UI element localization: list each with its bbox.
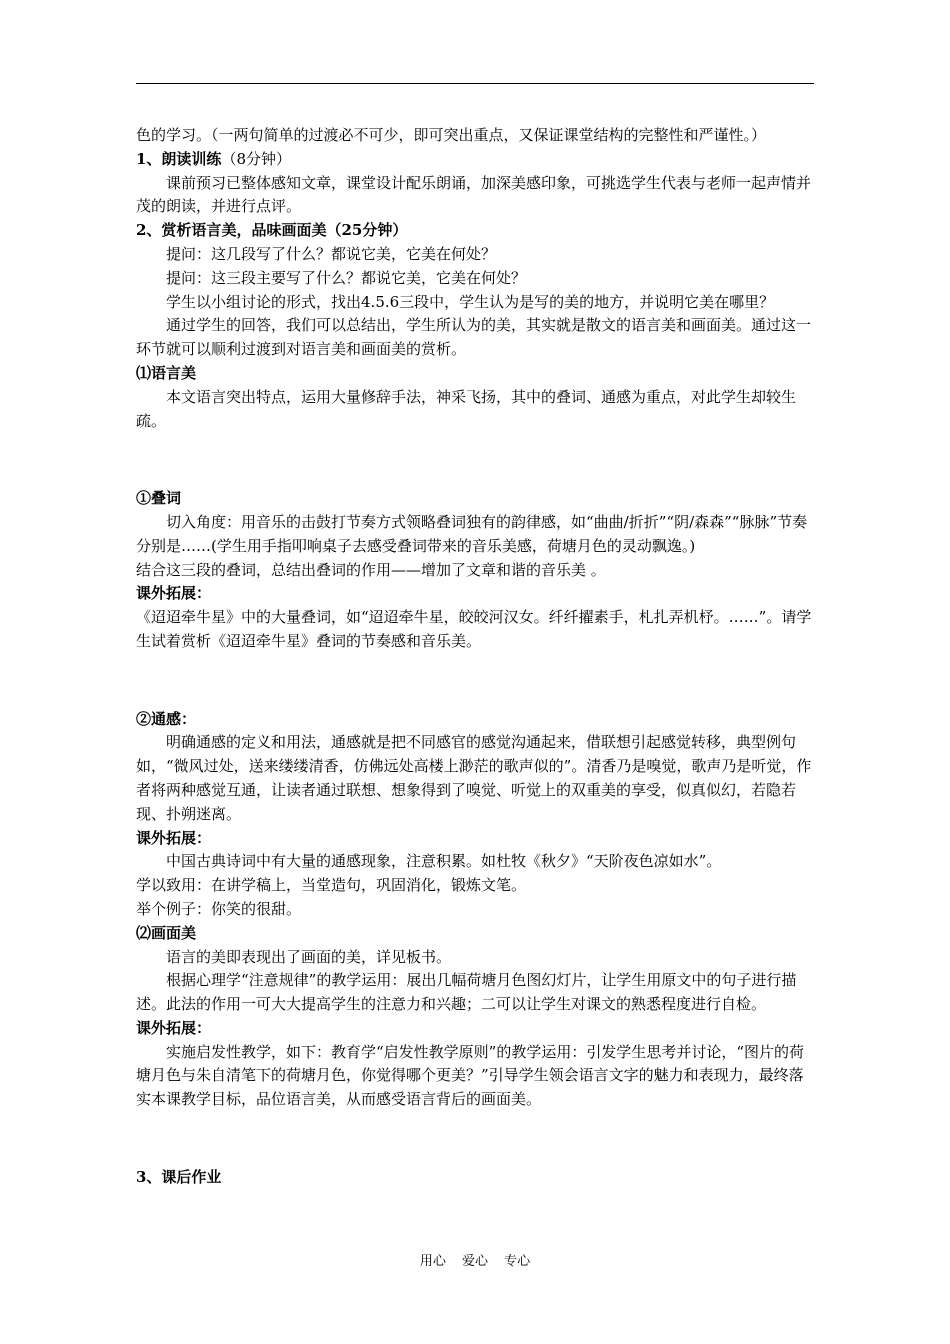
section-heading: ⑵画面美 [136,923,197,942]
paragraph: 提问：这三段主要写了什么？都说它美，它美在何处？ [166,268,527,287]
blank-line [136,1127,816,1151]
paragraph: 结合这三段的叠词，总结出叠词的作用——增加了文章和谐的音乐美 。 [136,560,606,579]
section-heading: 课外拓展： [136,584,212,603]
section-heading: 3、课后作业 [136,1167,222,1186]
paragraph: 明确通感的定义和用法，通感就是把不同感官的感觉沟通起来，借联想引起感觉转移，典型例句如，“微风过处，送来缕缕清香，仿佛远处高楼上渺茫的歌声似的”。清香乃是嗅觉，歌声乃是听觉，作者将两种感觉互通，让读者通过联想、想象得到了嗅觉、听觉上的双重美的享受，似真似幻，若隐若现、扑朔迷离。 [136,733,812,823]
paragraph: 通过学生的回答，我们可以总结出，学生所认为的美，其实就是散文的语言美和画面美。通过这一环节就可以顺利过渡到对语言美和画面美的赏析。 [136,316,812,359]
section-heading: 课外拓展： [136,828,212,847]
paragraph: 实施启发性教学，如下：教育学“启发性教学原则”的教学运用：引发学生思考并讨论，“图片的荷塘月色与朱自清笔下的荷塘月色，你觉得哪个更美？”引导学生领会语言文字的魅力和表现力，最终落实本课教学目标，品位语言美，从而感受语言背后的画面美。 [136,1042,805,1109]
paragraph: 举个例子：你笑的很甜。 [136,899,302,918]
header-rule [136,83,814,84]
paragraph: 根据心理学“注意规律”的教学运用：展出几幅荷塘月色图幻灯片，让学生用原文中的句子进行描述。此法的作用一可大大提高学生的注意力和兴趣；二可以让学生对课文的熟悉程度进行自检。 [136,971,797,1014]
paragraph: 学生以小组讨论的形式，找出4.5.6三段中，学生认为是写的美的地方，并说明它美在哪里？ [166,292,775,311]
section-heading: ①叠词 [136,489,182,508]
section-heading: ②通感： [136,709,197,728]
paragraph: 课前预习已整体感知文章，课堂设计配乐朗诵，加深美感印象，可挑选学生代表与老师一起声情并茂的朗读，并进行点评。 [136,173,812,216]
section-heading: 2、赏析语言美，品味画面美（25分钟） [136,221,408,240]
paragraph: 本文语言突出特点，运用大量修辞手法，神采飞扬，其中的叠词、通感为重点，对此学生却较生疏。 [136,387,797,430]
heading-bold-part: 1、朗读训练 [136,149,222,168]
paragraph [136,148,816,172]
document-body [136,124,816,1190]
paragraph: 色的学习。（一两句简单的过渡必不可少，即可突出重点，又保证课堂结构的完整性和严谨性。） [136,126,767,144]
footer-word-1: 用心 [419,1254,446,1269]
paragraph: 《迢迢牵牛星》中的大量叠词，如“迢迢牵牛星，皎皎河汉女。纤纤擢素手，札扎弄机杼。……”。请学生试着赏析《迢迢牵牛星》叠词的节奏感和音乐美。 [136,608,812,650]
heading-rest-part: （8分钟） [221,149,291,168]
page-footer [0,1250,950,1269]
footer-word-3: 专心 [504,1254,531,1269]
blank-line [136,669,816,693]
paragraph: 中国古典诗词中有大量的通感现象，注意积累。如杜牧《秋夕》“天阶夜色凉如水”。 [166,852,722,871]
paragraph: 提问：这几段写了什么？都说它美，它美在何处？ [166,244,497,263]
section-heading: ⑴语言美 [136,363,197,382]
paragraph: 切入角度：用音乐的击鼓打节奏方式领略叠词独有的韵律感，如“曲曲/折折”“阴/森森”“脉脉”节奏分别是……(学生用手指叩响桌子去感受叠词带来的音乐美感，荷塘月色的灵动飘逸。) [136,512,808,555]
paragraph: 语言的美即表现出了画面的美，详见板书。 [166,947,452,966]
section-heading: 课外拓展： [136,1018,212,1037]
footer-word-2: 爱心 [461,1254,488,1269]
paragraph: 学以致用：在讲学稿上，当堂造句，巩固消化，锻炼文笔。 [136,876,527,895]
blank-line [136,448,816,472]
